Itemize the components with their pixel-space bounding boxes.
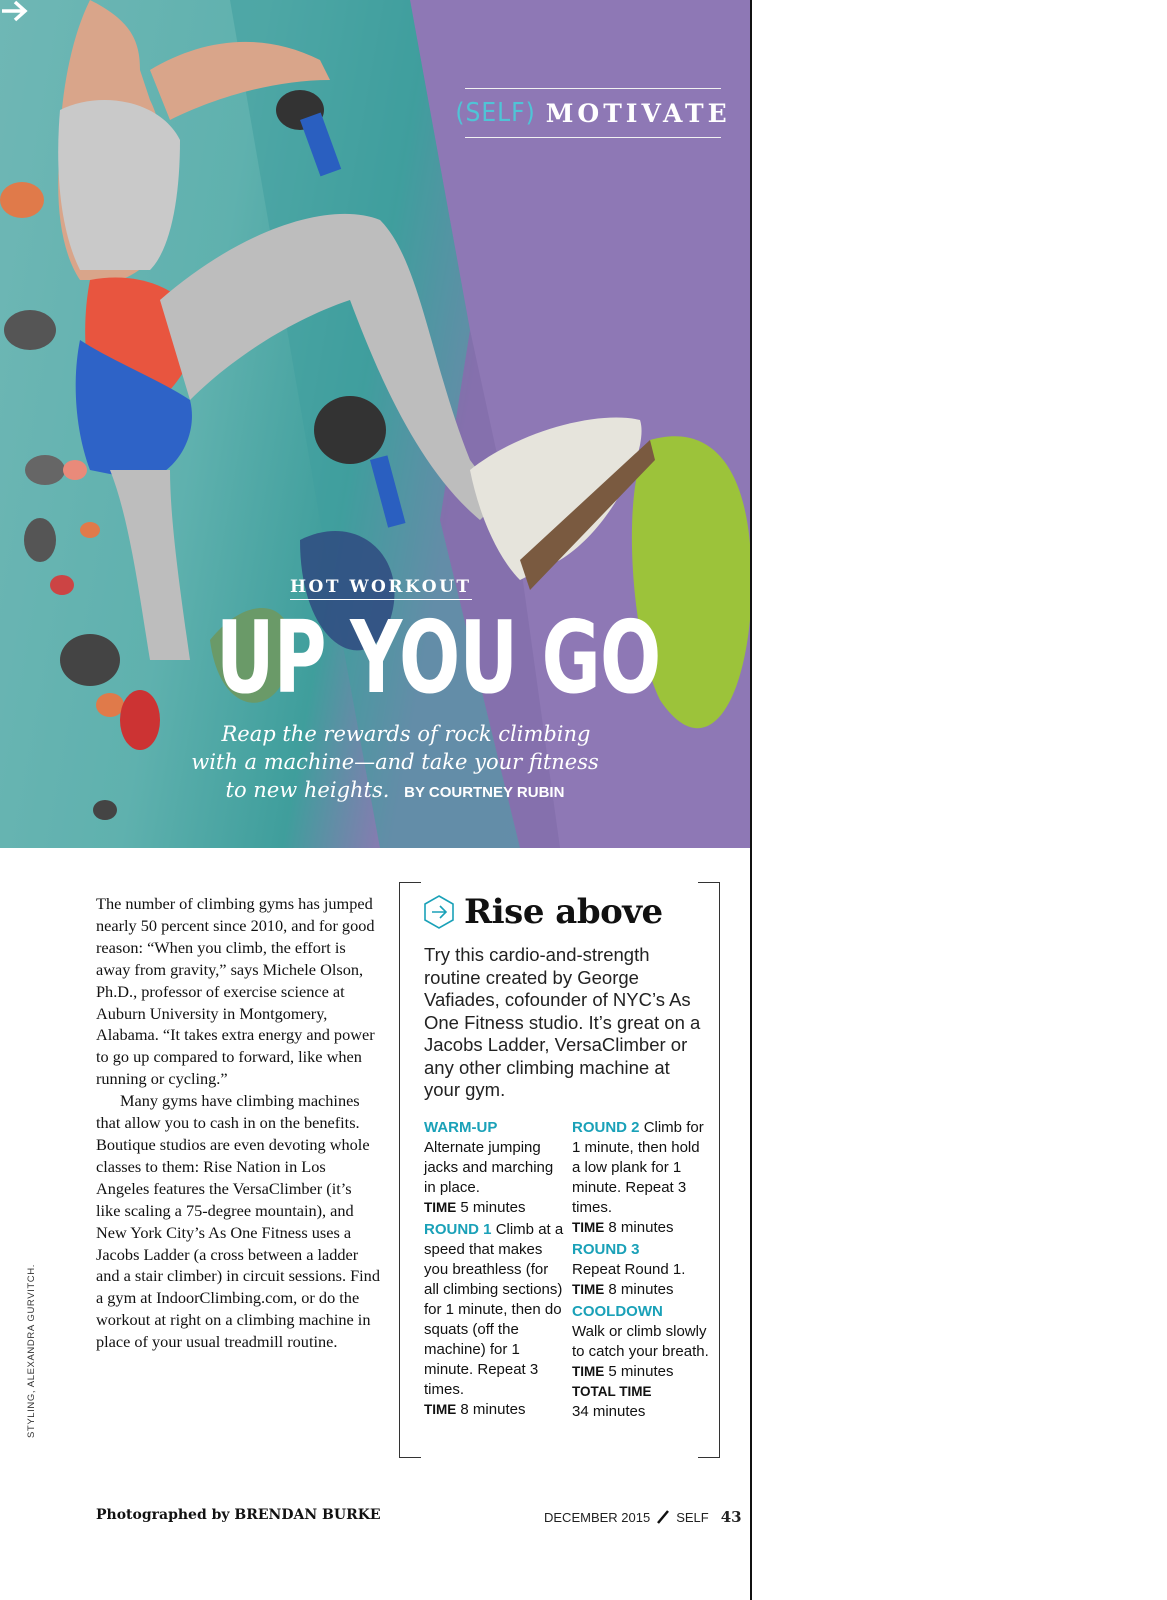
sidebar-box [399, 882, 720, 1458]
step-cooldown [572, 1302, 712, 1422]
time-value: 5 minutes [460, 1199, 526, 1216]
sidebar-intro: Try this cardio-and-strength routine created by George Vafiades, cofounder of NYC’s As One Fitness studio. It’s great on a Jacobs Ladder, VersaClimber or any other climbing machine at your gym. [424, 944, 701, 1100]
styling-credit: STYLING, ALEXANDRA GURVITCH. [26, 1264, 37, 1438]
folio [544, 1508, 742, 1526]
step-head: ROUND 1 [424, 1221, 492, 1238]
folio-magazine: SELF [676, 1509, 709, 1525]
time-value: 8 minutes [608, 1281, 674, 1298]
step-text: Climb for 1 minute, then hold a low plank for 1 minute. Repeat 3 times. [572, 1119, 704, 1216]
sidebar-column-right [572, 1118, 712, 1424]
kicker: HOT WORKOUT [290, 577, 472, 600]
step-round-2 [572, 1118, 712, 1238]
article-paragraph: Many gyms have climbing machines that allow you to cash in on the benefits. Boutique studios are even devoting whole classes to them: Rise Nation in Los Angeles features the VersaClimber (it’s like scaling a 75-degree mountain), and New York City’s As One Fitness uses a Jacobs Ladder (a cross between a ladder and a stair climber) in circuit sessions. Find a gym at IndoorClimbing.com, or do the workout at right on a climbing machine in place of your usual treadmill routine. [96, 1091, 380, 1352]
time-label: TIME [572, 1282, 605, 1297]
article-body [96, 893, 380, 1353]
step-warmup [424, 1118, 564, 1218]
headline: UP YOU GO [216, 599, 661, 716]
step-round-1 [424, 1220, 564, 1420]
page-edge-rule [750, 0, 752, 1600]
hero-photo [0, 0, 750, 848]
section-tag [455, 88, 731, 138]
sidebar-bracket-left [399, 882, 421, 1458]
sidebar-column-left [424, 1118, 564, 1422]
step-head: WARM-UP [424, 1119, 498, 1136]
step-round-3 [572, 1240, 712, 1300]
folio-issue: DECEMBER 2015 [544, 1509, 651, 1525]
sidebar-title-row [424, 892, 663, 932]
step-head: ROUND 2 [572, 1119, 640, 1136]
deck-text: Reap the rewards of rock climbing with a machine—and take your fitness to new heights. [191, 722, 599, 802]
time-label: TIME [424, 1402, 457, 1417]
byline: BY COURTNEY RUBIN [404, 784, 565, 801]
total-time-value: 34 minutes [572, 1403, 646, 1420]
time-label: TIME [572, 1364, 605, 1379]
step-text: Repeat Round 1. [572, 1261, 686, 1278]
step-text: Climb at a speed that makes you breathless (for all climbing sections) for 1 minute, then do squats (off the machine) for 1 minute. Repeat 3 times. [424, 1221, 564, 1398]
hexagon-arrow-icon [424, 895, 454, 929]
time-label: TIME [424, 1200, 457, 1215]
slash-icon [656, 1510, 670, 1524]
sidebar-bracket-right-foot [698, 1457, 720, 1458]
step-head: COOLDOWN [572, 1303, 663, 1320]
time-label: TIME [572, 1220, 605, 1235]
time-value: 5 minutes [608, 1363, 674, 1380]
photo-credit: Photographed by BRENDAN BURKE [96, 1507, 381, 1523]
arrow-right-icon [0, 0, 30, 22]
step-head: ROUND 3 [572, 1241, 640, 1258]
page-number: 43 [720, 1508, 742, 1526]
article-paragraph: The number of climbing gyms has jumped nearly 50 percent since 2010, and for good reason: “When you climb, the effort is away from gravity,” says Michele Olson, Ph.D., professor of exercise science at Auburn University in Montgomery, Alabama. “It takes extra energy and power to go up compared to forward, like when running or cycling.” [96, 894, 375, 1089]
step-text: Alternate jumping jacks and marching in place. [424, 1139, 554, 1196]
time-value: 8 minutes [460, 1401, 526, 1418]
section-tag-word: MOTIVATE [545, 98, 731, 128]
sidebar-title: Rise above [464, 892, 663, 932]
deck [190, 720, 600, 807]
section-tag-brand: (SELF) [455, 98, 536, 128]
time-value: 8 minutes [608, 1219, 674, 1236]
total-time-label: TOTAL TIME [572, 1384, 652, 1399]
step-text: Walk or climb slowly to catch your breath. [572, 1323, 709, 1360]
sidebar-bracket-left-foot [399, 1457, 421, 1458]
